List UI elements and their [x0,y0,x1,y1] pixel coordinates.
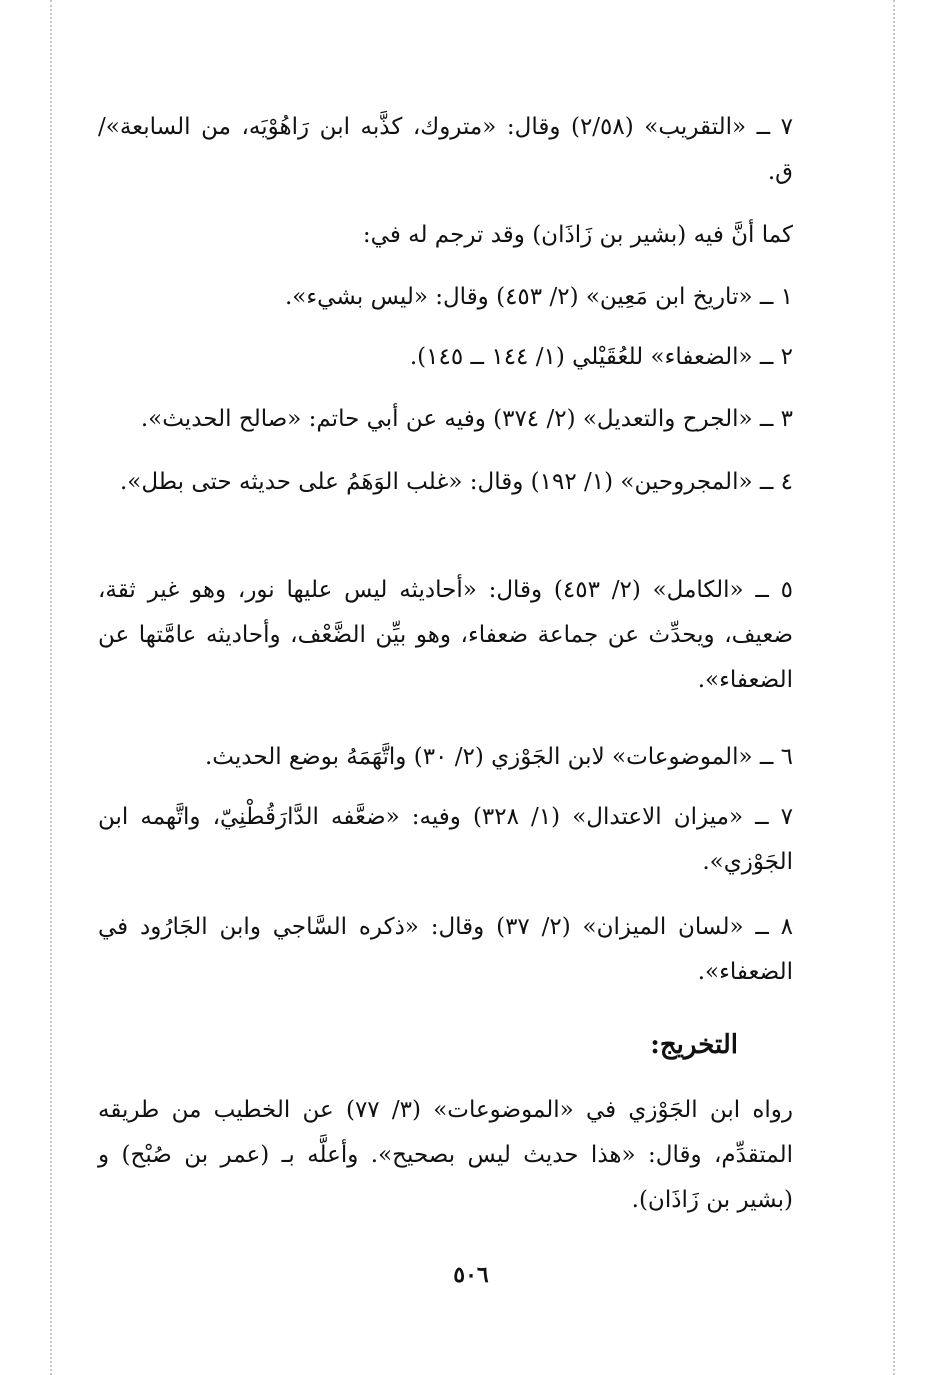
page-number: ٥٠٦ [453,1262,489,1288]
paragraph-jarh-tadil: ٣ ــ «الجرح والتعديل» (٢/ ٣٧٤) وفيه عن أبي حاتم: «صالح الحديث». [140,406,793,432]
text-p3 [98,275,848,320]
paragraph-duafa-uqayli: ٢ ــ «الضعفاء» للعُقَيْلي (١/ ١٤٤ ــ ١٤٥). [409,344,793,370]
paragraph-majruhin: ٤ ــ «المجروحين» (١/ ١٩٢) وقال: «غلب الوَهَمُ على حديثه حتى بطل». [120,469,793,495]
text-takhrij [98,1088,848,1223]
text-p6 [98,460,848,505]
section-heading: التخريج: [650,1030,738,1060]
paragraph-kamil: ٥ ــ «الكامل» (٢/ ٤٥٣) وقال: «أحاديثه ليس عليها نور، وهو غير ثقة، ضعيف، ويحدِّث عن جماعة ضعفاء، وهو بيِّن الضَّعْف، وأحاديثه عامَّتها عن الضعفاء». [98,577,793,693]
paragraph-lisan: ٨ ــ «لسان الميزان» (٢/ ٣٧) وقال: «ذكره السَّاجي وابن الجَارُود في الضعفاء». [98,914,794,985]
text-p8 [98,735,848,780]
text-p5 [98,397,848,442]
paragraph-mawduat: ٦ ــ «الموضوعات» لابن الجَوْزي (٢/ ٣٠) واتَّهَمَهُ بوضع الحديث. [205,744,793,770]
left-dotted-margin [50,0,52,1375]
right-dotted-margin [893,0,895,1375]
paragraph-intro-bashir: كما أنَّ فيه (بشير بن زَاذَان) وقد ترجم له في: [362,222,793,248]
text-p9 [98,795,848,885]
text-p4 [98,335,848,380]
paragraph-tarikh-ibn-main: ١ ــ «تاريخ ابن مَعِين» (٢/ ٤٥٣) وقال: «ليس بشيء». [284,284,793,310]
paragraph-taqrib: ٧ ــ «التقريب» (٢/٥٨) وقال: «متروك، كذَّبه ابن رَاهُوْيَه، من السابعة»/ ق. [98,114,793,185]
text-p1 [98,105,848,195]
paragraph-takhrij: رواه ابن الجَوْزي في «الموضوعات» (٣/ ٧٧) عن الخطيب من طريقه المتقدِّم، وقال: «هذا حديث ليس بصحيح». وأعلَّه بـ (عمر بن صُبْح) و (بشير بن زَاذَان). [98,1097,794,1213]
text-p2 [98,213,848,258]
text-p10 [98,905,848,995]
paragraph-mizan: ٧ ــ «ميزان الاعتدال» (١/ ٣٢٨) وفيه: «ضعَّفه الدَّارَقُطْنِيّ، واتَّهمه ابن الجَوْزي». [98,804,793,875]
text-p7 [98,568,848,703]
